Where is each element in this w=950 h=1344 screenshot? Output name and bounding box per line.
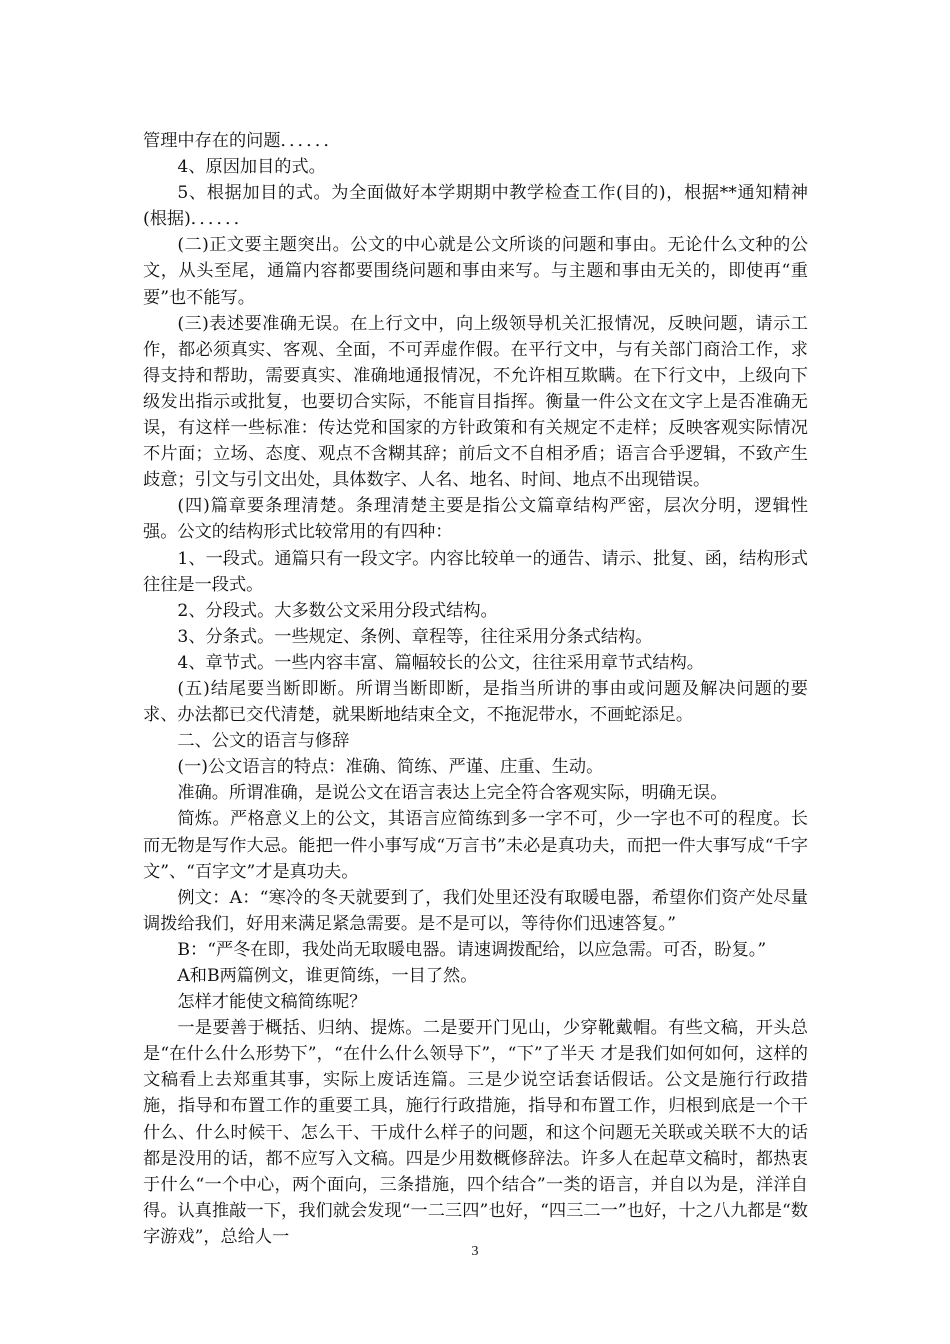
paragraph: A和B两篇例文，谁更简练，一目了然。 [177,966,478,986]
document-body [143,128,808,1250]
paragraph: (二)正文要主题突出。公文的中心就是公文所谈的问题和事由。无论什么文种的公文，从头至尾，通篇内容都要围绕问题和事由来写。与主题和事由无关的，即使再“重要”也不能写。 [143,235,808,308]
paragraph: 管理中存在的问题．．．．．． [143,131,341,151]
paragraph: (四)篇章要条理清楚。条理清楚主要是指公文篇章结构严密，层次分明，逻辑性强。公文的结构形式比较常用的有四种： [143,496,808,543]
paragraph: 怎样才能使文稿简练呢？ [177,992,367,1013]
paragraph: 2、分段式。大多数公文采用分段式结构。 [177,600,498,621]
paragraph: 3、分条式。一些规定、条例、章程等，往往采用分条式结构。 [177,626,653,647]
paragraph: 5、根据加目的式。为全面做好本学期期中教学检查工作(目的)，根据**通知精神(根据)．．．．．． [143,183,808,230]
paragraph: 一是要善于概括、归纳、提炼。二是要开门见山，少穿靴戴帽。有些文稿，开头总是“在什么什么形势下”，“在什么什么领导下”，“下”了半天 才是我们如何如何，这样的文稿看上去郑重其事，实际上废话连篇。三是少说空话套话假话。公文是施行行政措施，指导和布置工作的重要工具，施行行政措施，指导和布置工作，归根到底是一个干什么、什么时候干、怎么干、干成什么样子的问题，和这个问题无关联或关联不大的话都是没用的话，都不应写入文稿。四是少用数概修辞法。许多人在起草文稿时，都热衷于什么“一个中心，两个面向，三条措施，四个结合”一类的语言，并自以为是，洋洋自得。认真推敲一下，我们就会发现“一二三四”也好，“四三二一”也好，十之八九都是“数字游戏”，总给人一 [143,1018,808,1247]
section-heading: 二、公文的语言与修辞 [177,731,350,752]
paragraph: (五)结尾要当断即断。所谓当断即断，是指当所讲的事由或问题及解决问题的要求、办法都已交代清楚，就果断地结束全文，不拖泥带水，不画蛇添足。 [143,678,808,726]
paragraph: B：“严冬在即，我处尚无取暖电器。请速调拨配给，以应急需。可否，盼复。” [177,939,767,960]
paragraph: 4、原因加目的式。 [177,157,326,178]
paragraph: 例文：A：“寒冷的冬天就要到了，我们处里还没有取暖电器，希望你们资产处尽量调拨给我们，好用来满足紧急需要。是不是可以，等待你们迅速答复。” [143,887,808,934]
paragraph: 1、一段式。通篇只有一段文字。内容比较单一的通告、请示、批复、函，结构形式往往是一段式。 [143,548,808,595]
paragraph: (一)公文语言的特点：准确、简练、严谨、庄重、生动。 [177,757,604,778]
page-number: 3 [471,1244,479,1259]
paragraph: (三)表述要准确无误。在上行文中，向上级领导机关汇报情况，反映问题，请示工作，都必须真实、客观、全面，不可弄虚作假。在平行文中，与有关部门商洽工作，求得支持和帮助，需要真实、准确地通报情况，不允许相互欺瞒。在下行文中，上级向下级发出指示或批复，也要切合实际，不能盲目指挥。衡量一件公文在文字上是否准确无误，有这样一些标准：传达党和国家的方针政策和有关规定不走样；反映客观实际情况不片面；立场、态度、观点不含糊其辞；前后文不自相矛盾；语言合乎逻辑，不致产生歧意；引文与引文出处，具体数字、人名、地名、时间、地点不出现错误。 [143,313,808,491]
paragraph: 4、章节式。一些内容丰富、篇幅较长的公文，往往采用章节式结构。 [177,652,704,673]
paragraph: 简炼。严格意义上的公文，其语言应简练到多一字不可，少一字也不可的程度。长而无物是写作大忌。能把一件小事写成“万言书”未必是真功夫，而把一件大事写成“千字文”、“百字文”才是真功夫。 [143,809,808,882]
paragraph: 准确。所谓准确，是说公文在语言表达上完全符合客观实际，明确无误。 [177,783,728,804]
